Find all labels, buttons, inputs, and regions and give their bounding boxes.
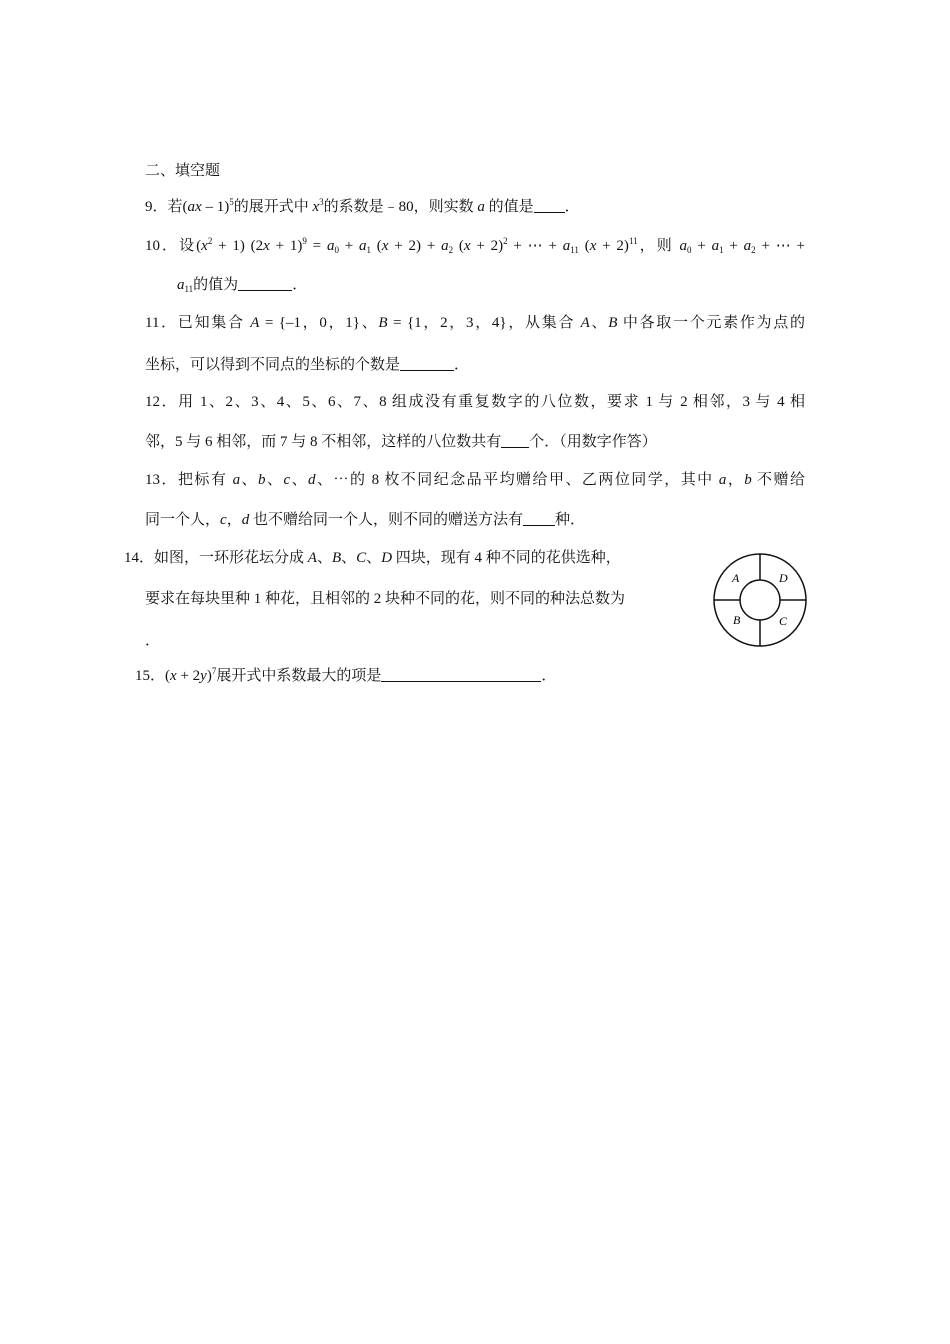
question-number: 12． <box>145 394 179 410</box>
question-10: 10．设$(x^2 + 1) (2x + 1)^9 = a_0 + a_1$ $(x + 2) + a_2$ $(x + 2)^2$ + ⋯ + $a_{11}$ $(x + 2)^{11}$，则 $a_0 + a_1 + a_2$ + ⋯ + <box>145 236 805 255</box>
answer-blank[interactable] <box>238 276 292 291</box>
question-12: 12．用 1、2、3、4、5、6、7、8 组成没有重复数字的八位数，要求 1 与 2 相邻，3 与 4 相 <box>145 394 805 410</box>
question-14-end: ． <box>145 633 161 649</box>
question-11: 11．已知集合 A = {–1，0，1}、B = {1，2，3，4}，从集合 A、B 中各取一个元素作为点的 <box>145 315 805 331</box>
question-9: 9．若(ax – 1)$^5$的展开式中 $x^3$的系数是﹣80，则实数 a 的值是 ． <box>145 197 580 215</box>
region-label-b: B <box>733 613 741 627</box>
question-14: 14．如图，一环形花坛分成 A、B、C、D 四块，现有 4 种不同的花供选种， <box>124 550 621 566</box>
question-number: 13． <box>145 472 178 488</box>
question-number: 9． <box>145 199 168 215</box>
question-13-continued: 同一个人，c，d 也不赠给同一个人，则不同的赠送方法有 种． <box>145 512 585 528</box>
region-label-d: D <box>779 571 788 585</box>
question-11-continued: 坐标，可以得到不同点的坐标的个数是 ． <box>145 357 470 373</box>
question-number: 15． <box>135 668 166 684</box>
answer-blank[interactable] <box>501 433 529 448</box>
question-13: 13．把标有 a、b、c、d、⋯的 8 枚不同纪念品平均赠给甲、乙两位同学，其中 a，b 不赠给 <box>145 472 805 488</box>
answer-blank[interactable] <box>381 667 541 682</box>
region-label-c: C <box>779 614 788 628</box>
inner-circle <box>740 580 780 620</box>
question-12-continued: 邻，5 与 6 相邻，而 7 与 8 不相邻，这样的八位数共有 个．（用数字作答） <box>145 434 657 450</box>
question-14-continued: 要求在每块里种 1 种花，且相邻的 2 块种不同的花，则不同的种法总数为 <box>145 591 626 607</box>
answer-blank[interactable] <box>534 198 565 213</box>
question-10-continued: $a_{11}$的值为 ． <box>177 277 308 294</box>
answer-blank[interactable] <box>400 356 454 371</box>
section-title: 二、填空题 <box>145 163 221 179</box>
ring-flowerbed-figure <box>710 550 810 650</box>
question-15: 15．$(x + 2y)^7$展开式中系数最大的项是 ． <box>135 666 557 684</box>
answer-blank[interactable] <box>523 511 555 526</box>
question-number: 10． <box>145 238 180 254</box>
question-number: 11． <box>145 315 178 331</box>
question-number: 14． <box>124 550 155 566</box>
region-label-a: A <box>732 571 740 585</box>
